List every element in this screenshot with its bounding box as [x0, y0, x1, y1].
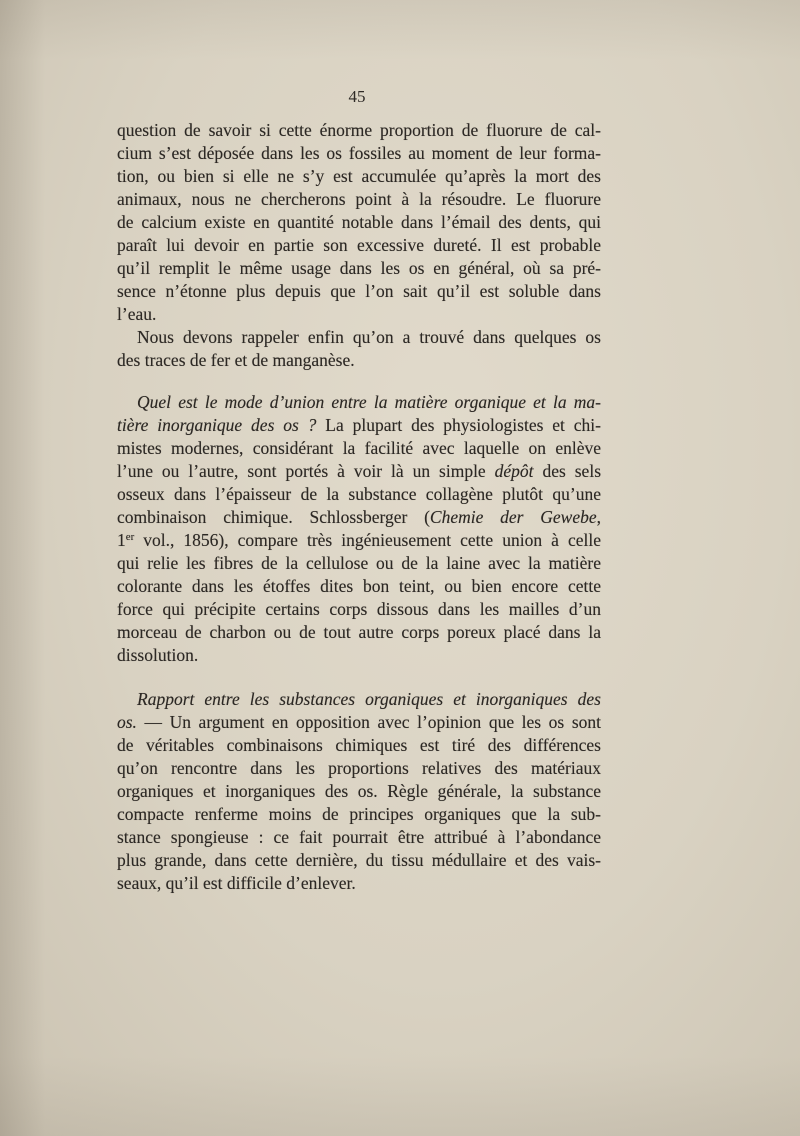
text-line: [117, 437, 601, 460]
text-run: mistes modernes, considérant la facilité avec laquelle on enlève: [117, 438, 601, 458]
paragraph: [117, 391, 601, 667]
text-run: combinaison chimique. Schlossberger (: [117, 507, 430, 527]
text-line: [117, 621, 601, 644]
text-line: [117, 506, 601, 529]
text-line: [117, 483, 601, 506]
text-run: cium s’est déposée dans les os fossiles au moment de leur forma-: [117, 143, 601, 163]
text-line: [117, 414, 601, 437]
text-run: l’une ou l’autre, sont portés à voir là un simple: [117, 461, 495, 481]
text-line: [117, 391, 601, 414]
text-line: [117, 575, 601, 598]
text-run: des sels: [533, 461, 601, 481]
paragraph: [117, 119, 601, 326]
text-line: [117, 757, 601, 780]
italic-heading-run: tière inorganique des os ?: [117, 415, 317, 435]
italic-run: dépôt: [494, 461, 534, 481]
italic-citation-run: Chemie der Gewebe: [429, 507, 597, 527]
text-line: [117, 119, 601, 142]
text-run: de véritables combinaisons chimiques est tiré des différences: [117, 735, 601, 755]
paragraph: [117, 688, 601, 895]
text-run: force qui précipite certains corps dissous dans les mailles d’un: [117, 599, 601, 619]
text-run: stance spongieuse : ce fait pourrait être attribué à l’abondance: [117, 827, 601, 847]
text-run: qu’il remplit le même usage dans les os en général, où sa pré-: [117, 258, 601, 278]
text-line: [117, 326, 601, 349]
superscript-run: er: [125, 531, 135, 544]
text-line: [117, 711, 601, 734]
text-line: [117, 303, 601, 326]
text-line: [117, 165, 601, 188]
paragraph: [117, 326, 601, 372]
text-run: l’eau.: [117, 304, 157, 324]
text-run: qu’on rencontre dans les proportions relatives des matériaux: [117, 758, 601, 778]
text-run: La plupart des physiologistes et chi-: [316, 415, 601, 435]
text-run: Nous devons rappeler enfin qu’on a trouvé dans quelques os: [137, 327, 601, 347]
text-run: ,: [596, 507, 601, 527]
text-run: colorante dans les étoffes dites bon teint, ou bien encore cette: [117, 576, 601, 596]
text-run: des traces de fer et de manganèse.: [117, 350, 355, 370]
text-run: question de savoir si cette énorme proportion de fluorure de cal-: [117, 120, 601, 140]
italic-heading-run: Rapport entre les substances organiques et inorganiques des: [137, 689, 601, 709]
text-line: [117, 460, 601, 483]
text-run: tion, ou bien si elle ne s’y est accumulée qu’après la mort des: [117, 166, 601, 186]
text-line: [117, 826, 601, 849]
page-number: 45: [348, 87, 366, 106]
text-line: [117, 349, 601, 372]
text-line: [117, 552, 601, 575]
text-run: morceau de charbon ou de tout autre corps poreux placé dans la: [117, 622, 601, 642]
text-run: 1: [117, 530, 126, 550]
text-line: [117, 644, 601, 667]
text-run: plus grande, dans cette dernière, du tissu médullaire et des vais-: [117, 850, 601, 870]
text-run: compacte renferme moins de principes organiques que la sub-: [117, 804, 601, 824]
italic-heading-run: os.: [117, 712, 137, 732]
text-line: [117, 211, 601, 234]
text-line: [117, 598, 601, 621]
text-run: dissolution.: [117, 645, 199, 665]
text-line: [117, 734, 601, 757]
italic-heading-run: Quel est le mode d’union entre la matière organique et la ma-: [137, 392, 601, 412]
text-run: seaux, qu’il est difficile d’enlever.: [117, 873, 356, 893]
text-run: vol., 1856), compare très ingénieusement cette union à celle: [134, 530, 601, 550]
text-run: animaux, nous ne chercherons point à la résoudre. Le fluorure: [117, 189, 601, 209]
text-line: [117, 803, 601, 826]
text-run: organiques et inorganiques des os. Règle générale, la substance: [117, 781, 601, 801]
text-line: [117, 280, 601, 303]
text-line: [117, 234, 601, 257]
text-run: — Un argument en opposition avec l’opinion que les os sont: [136, 712, 601, 732]
text-run: osseux dans l’épaisseur de la substance collagène plutôt qu’une: [117, 484, 601, 504]
text-line: [117, 257, 601, 280]
text-line: [117, 849, 601, 872]
text-line: [117, 188, 601, 211]
text-run: sence n’étonne plus depuis que l’on sait qu’il est soluble dans: [117, 281, 601, 301]
text-run: de calcium existe en quantité notable dans l’émail des dents, qui: [117, 212, 601, 232]
text-line: [117, 872, 601, 895]
body-text: [117, 119, 601, 895]
text-line: [117, 780, 601, 803]
text-run: paraît lui devoir en partie son excessive dureté. Il est probable: [117, 235, 601, 255]
text-line: [117, 142, 601, 165]
text-line: [117, 688, 601, 711]
text-run: qui relie les fibres de la cellulose ou de la laine avec la matière: [117, 553, 601, 573]
text-line: [117, 529, 601, 552]
